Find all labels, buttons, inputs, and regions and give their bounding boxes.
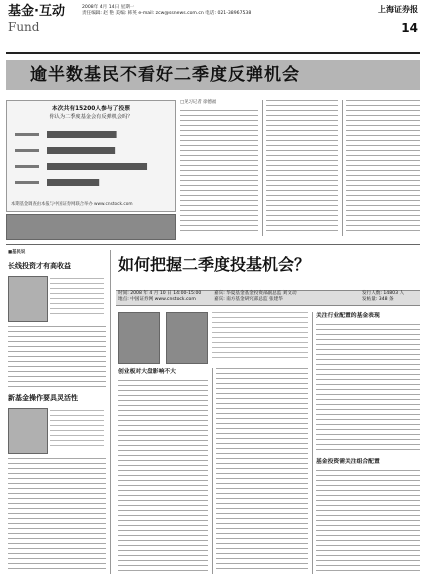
section-header <box>8 4 80 38</box>
poll-category-label <box>15 181 39 184</box>
left-article1-title: 长线投资才有高收益 <box>8 262 71 270</box>
divider <box>262 100 263 236</box>
article1-col3 <box>346 100 420 234</box>
left-article1-body <box>8 326 106 388</box>
author-photo <box>8 276 48 322</box>
main-headline: 逾半数基民不看好二季度反弹机会 <box>30 65 300 85</box>
poll-bar <box>47 131 117 138</box>
feature-col2 <box>216 368 308 572</box>
poll-category-label <box>15 133 39 136</box>
divider <box>110 250 111 574</box>
info-guest1: 嘉宾: 华夏基金基金投资部副总监 刘文动 <box>214 291 297 296</box>
header-rule <box>6 52 420 54</box>
header-info <box>82 5 332 17</box>
left-article2-body <box>8 458 106 572</box>
article1-col2 <box>266 100 338 234</box>
info-place: 地点: 中国证券网 www.cnstock.com <box>118 297 196 302</box>
poll-chart <box>7 123 175 199</box>
guest-photo-1 <box>118 312 160 364</box>
info-participants: 发行人数: 14803 人 <box>362 291 405 296</box>
feature-subhead-2: 关注行业配置的基金表现 <box>316 313 380 319</box>
poll-bar <box>47 147 115 154</box>
intro-text <box>212 312 308 362</box>
poll-bar <box>47 179 99 186</box>
feature-col3-bottom <box>316 470 420 572</box>
info-time: 时间: 2008 年 4 月 10 日 14:00-15:00 <box>118 291 202 296</box>
section-title: 基金·互动 <box>8 4 65 19</box>
author-bio-2 <box>50 410 104 448</box>
headline-banner <box>6 60 420 90</box>
article1-byline: □见习记者 徐德福 <box>180 100 217 105</box>
section-english: Fund <box>8 20 40 34</box>
poll-category-label <box>15 165 39 168</box>
date-line: 2008年 4月 14日 星期一 <box>82 5 135 10</box>
info-guest2: 嘉宾: 南方基金研究部总监 张建华 <box>214 297 283 302</box>
article1-col1 <box>180 110 258 234</box>
feature-title: 如何把握二季度投基机会？ <box>118 255 311 274</box>
feature-subhead-3: 基金投资需关注组合配置 <box>316 459 380 465</box>
divider <box>212 368 213 574</box>
feature-col1 <box>118 380 208 572</box>
masthead: 上海证券报 <box>378 4 418 14</box>
feature-col3-top <box>316 324 420 454</box>
editor-line: 责任编辑: 赵 艳 美编: 韩英 e-mail: zcw@ssnews.com.cn 电话: 021-38967538 <box>82 11 252 17</box>
poll-title: 本次共有15200人参与了投票 <box>51 106 131 112</box>
poll-bar <box>47 163 147 170</box>
article1-photo <box>6 214 176 240</box>
poll-chart-box <box>6 100 176 212</box>
poll-category-label <box>15 149 39 152</box>
page-number: 14 <box>401 21 418 35</box>
poll-footer: 本期基金调查由本报与中国证券网联合举办 www.cnstock.com <box>11 202 133 208</box>
divider <box>312 312 313 574</box>
author-bio <box>50 278 104 316</box>
column-tag: ■基民说 <box>8 250 26 255</box>
left-article2-title: 新基金操作要具灵活性 <box>8 394 78 402</box>
guest-photo-2 <box>166 312 208 364</box>
masthead-block <box>378 4 418 35</box>
info-posts: 发帖量: 348 条 <box>362 297 394 302</box>
poll-subtitle: 你认为二季度基金会有反弹机会吗？ <box>49 114 133 120</box>
author-photo-2 <box>8 408 48 454</box>
divider <box>342 100 343 236</box>
feature-subhead-1: 创业板对大盘影响不大 <box>118 369 176 375</box>
section-rule <box>6 244 420 245</box>
